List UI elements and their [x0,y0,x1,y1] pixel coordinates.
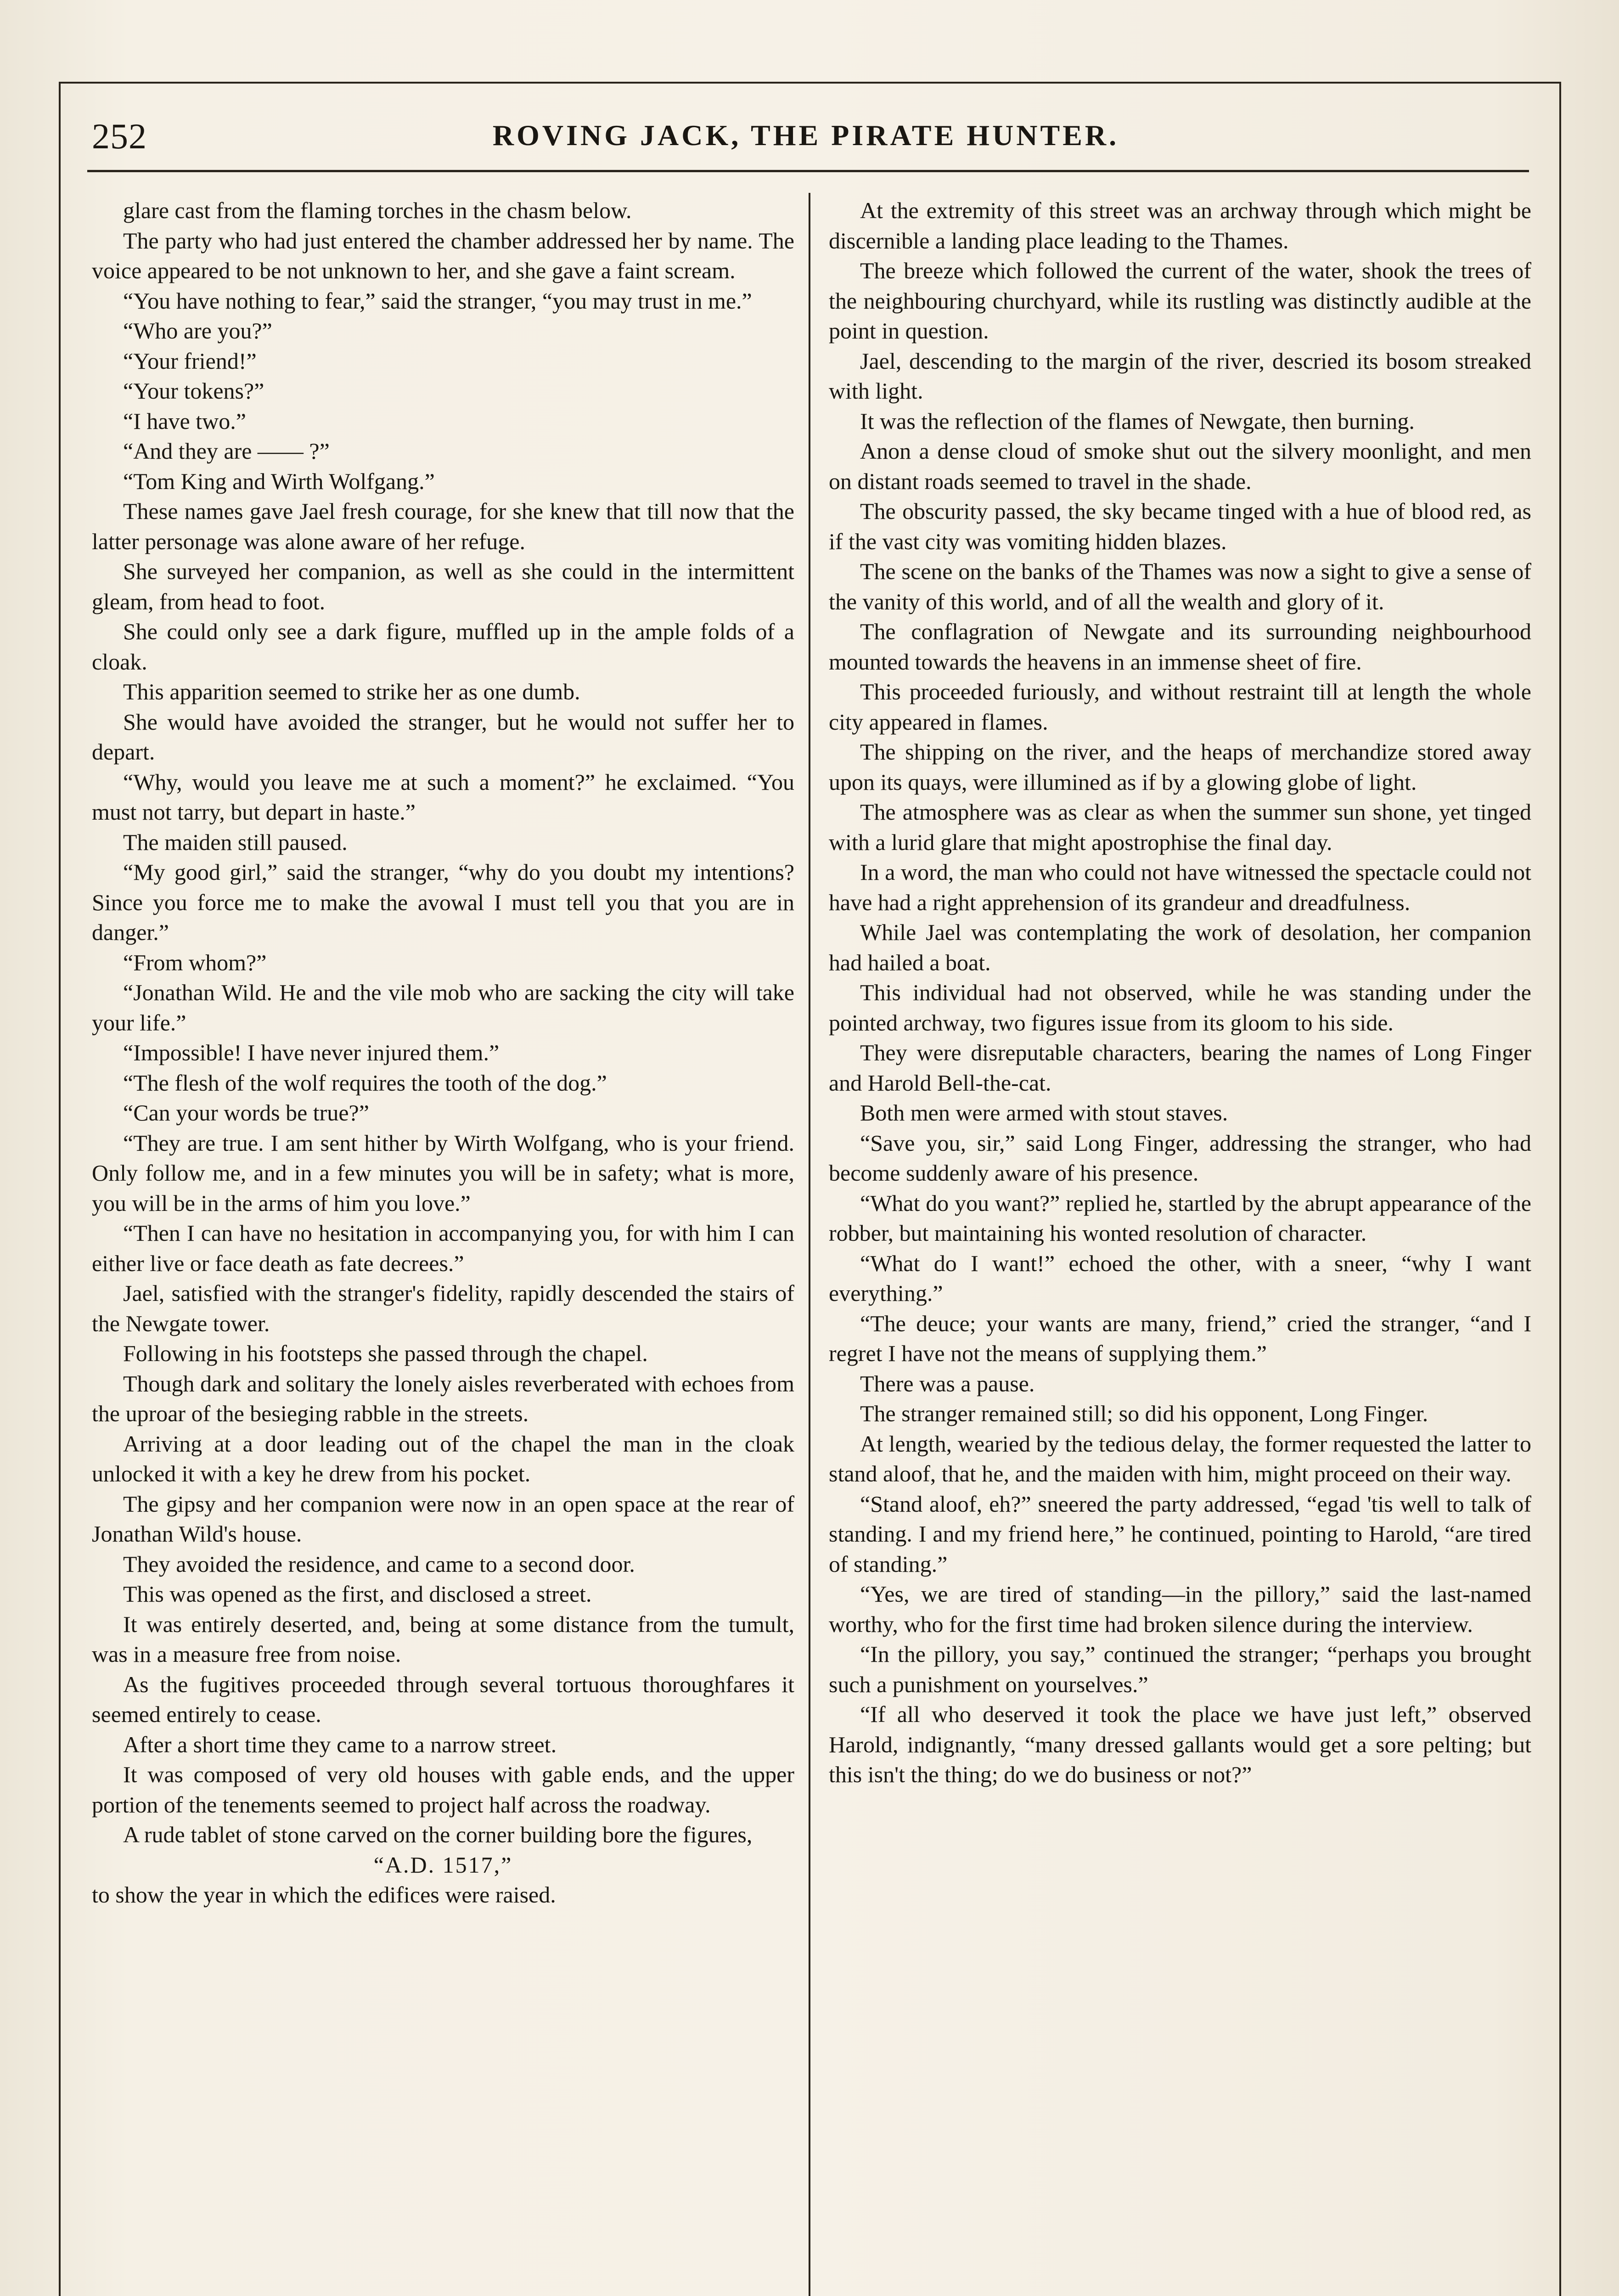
paragraph: “I have two.” [123,408,246,434]
paragraph: The obscurity passed, the sky became tinged with a hue of blood red, as if the vast city was vomiting hidden blazes. [829,498,1531,554]
paragraph: This proceeded furiously, and without restraint till at length the whole city appeared in flames. [829,679,1531,735]
paragraph: It was composed of very old houses with gable ends, and the upper portion of the tenements seemed to project half across the roadway. [92,1761,794,1818]
paragraph: “Can your words be true?” [123,1100,369,1125]
paragraph: “What do I want!” echoed the other, with a sneer, “why I want everything.” [829,1250,1531,1306]
paragraph: “Tom King and Wirth Wolfgang.” [123,468,435,494]
paragraph: The stranger remained still; so did his opponent, Long Finger. [860,1401,1428,1426]
paragraph: “The flesh of the wolf requires the tooth of the dog.” [123,1069,607,1096]
paragraph: They avoided the residence, and came to a second door. [123,1551,635,1577]
paragraph: “From whom?” [123,949,267,975]
paragraph: At length, wearied by the tedious delay, the former requested the latter to stand aloof, that he, and the maiden with him, might proceed on their way. [829,1430,1531,1486]
paragraph: “They are true. I am sent hither by Wirth Wolfgang, who is your friend. Only follow me, and in a few minutes you will be in safety; what is more, you will be in the arms of him you love.” [92,1130,794,1216]
inscription-line: “A.D. 1517,” [373,1851,513,1878]
paragraph: “Yes, we are tired of standing—in the pillory,” said the last-named worthy, who for the first time had broken silence during the interview. [829,1581,1531,1637]
paragraph: Both men were armed with stout staves. [860,1100,1228,1125]
paragraph: She surveyed her companion, as well as she could in the intermittent gleam, from head to foot. [92,558,794,614]
paragraph: glare cast from the flaming torches in the chasm below. [123,197,632,223]
paragraph: In a word, the man who could not have witnessed the spectacle could not have had a right apprehension of its grandeur and dreadfulness. [829,859,1531,915]
paragraph: “What do you want?” replied he, startled by the abrupt appearance of the robber, but maintaining his wonted resolution of character. [829,1190,1531,1246]
paragraph: to show the year in which the edifices were raised. [92,1882,556,1908]
paragraph: This individual had not observed, while he was standing under the pointed archway, two figures issue from its gloom to his side. [829,979,1531,1035]
paragraph: She would have avoided the stranger, but he would not suffer her to depart. [92,709,794,765]
paragraph: “And they are —— ?” [123,438,330,464]
paragraph: The conflagration of Newgate and its surrounding neighbourhood mounted towards the heavens in an immense sheet of fire. [829,619,1531,675]
paragraph: “Jonathan Wild. He and the vile mob who are sacking the city will take your life.” [92,979,794,1035]
paragraph: After a short time they came to a narrow street. [123,1731,557,1757]
paragraph: The shipping on the river, and the heaps of merchandize stored away upon its quays, were illumined as if by a glowing globe of light. [829,739,1531,795]
paragraph: “My good girl,” said the stranger, “why do you doubt my intentions? Since you force me to make the avowal I must tell you that you are in danger.” [92,859,794,945]
paragraph: Though dark and solitary the lonely aisles reverberated with echoes from the uproar of the besieging rabble in the streets. [92,1370,794,1426]
paragraph: “Why, would you leave me at such a moment?” he exclaimed. “You must not tarry, but depart in haste.” [92,769,794,825]
paragraph: This apparition seemed to strike her as one dumb. [123,679,580,704]
paragraph: This was opened as the first, and disclosed a street. [123,1581,592,1607]
paragraph: While Jael was contemplating the work of desolation, her companion had hailed a boat. [829,919,1531,975]
left-column [92,196,794,1910]
paragraph: “Impossible! I have never injured them.” [123,1040,500,1065]
paragraph: The breeze which followed the current of the water, shook the trees of the neighbouring churchyard, while its rustling was distinctly audible at the point in question. [829,258,1531,343]
paragraph: “Stand aloof, eh?” sneered the party addressed, “egad 'tis well to talk of standing. I and my friend here,” he continued, pointing to Harold, “are tired of standing.” [829,1491,1531,1577]
page-header [87,110,1524,174]
page-number: 252 [92,116,147,156]
paragraph: “Who are you?” [123,318,272,343]
paragraph: The maiden still paused. [123,829,348,855]
paragraph: They were disreputable characters, bearing the names of Long Finger and Harold Bell-the-cat. [829,1040,1531,1096]
paragraph: Following in his footsteps she passed through the chapel. [123,1340,648,1366]
paragraph: “Your tokens?” [123,378,264,404]
paragraph: It was the reflection of the flames of Newgate, then burning. [860,408,1415,434]
paragraph: “Save you, sir,” said Long Finger, addressing the stranger, who had become suddenly aware of his presence. [829,1130,1531,1186]
paragraph: These names gave Jael fresh courage, for she knew that till now that the latter personage was alone aware of her refuge. [92,498,794,554]
paragraph: A rude tablet of stone carved on the corner building bore the figures, [123,1822,753,1847]
paragraph: “You have nothing to fear,” said the stranger, “you may trust in me.” [123,287,752,314]
paragraph: “Then I can have no hesitation in accompanying you, for with him I can either live or face death as fate decrees.” [92,1220,794,1276]
paragraph: “The deuce; your wants are many, friend,” cried the stranger, “and I regret I have not the means of supplying them.” [829,1310,1531,1366]
paragraph: She could only see a dark figure, muffled up in the ample folds of a cloak. [92,619,794,675]
paragraph: It was entirely deserted, and, being at some distance from the tumult, was in a measure free from noise. [92,1611,794,1667]
paragraph: “Your friend!” [123,348,257,374]
paragraph: Anon a dense cloud of smoke shut out the silvery moonlight, and men on distant roads seemed to travel in the shade. [829,438,1531,494]
paragraph: “If all who deserved it took the place we have just left,” observed Harold, indignantly, “many dressed gallants would get a sore pelting; but this isn't the thing; do we do business or not?” [829,1701,1531,1787]
paragraph: The party who had just entered the chamber addressed her by name. The voice appeared to be not unknown to her, and she gave a faint scream. [92,227,794,283]
paragraph: As the fugitives proceeded through several tortuous thoroughfares it seemed entirely to cease. [92,1671,794,1727]
paragraph: Arriving at a door leading out of the chapel the man in the cloak unlocked it with a key he drew from his pocket. [92,1430,794,1486]
header-rule [87,170,1529,172]
paragraph: The atmosphere was as clear as when the summer sun shone, yet tinged with a lurid glare that might apostrophise the final day. [829,799,1531,855]
paragraph: The gipsy and her companion were now in an open space at the rear of Jonathan Wild's house. [92,1491,794,1547]
paragraph: At the extremity of this street was an archway through which might be discernible a landing place leading to the Thames. [829,197,1531,253]
running-title: ROVING JACK, THE PIRATE HUNTER. [492,119,1119,152]
paragraph: The scene on the banks of the Thames was now a sight to give a sense of the vanity of this world, and of all the wealth and glory of it. [829,558,1531,614]
paragraph: “In the pillory, you say,” continued the stranger; “perhaps you brought such a punishment on yourselves.” [829,1641,1531,1697]
paragraph: Jael, satisfied with the stranger's fidelity, rapidly descended the stairs of the Newgate tower. [92,1280,794,1336]
paragraph: Jael, descending to the margin of the river, descried its bosom streaked with light. [829,348,1531,404]
column-divider [809,193,810,2296]
paragraph: There was a pause. [860,1370,1035,1396]
right-column [829,196,1531,1790]
